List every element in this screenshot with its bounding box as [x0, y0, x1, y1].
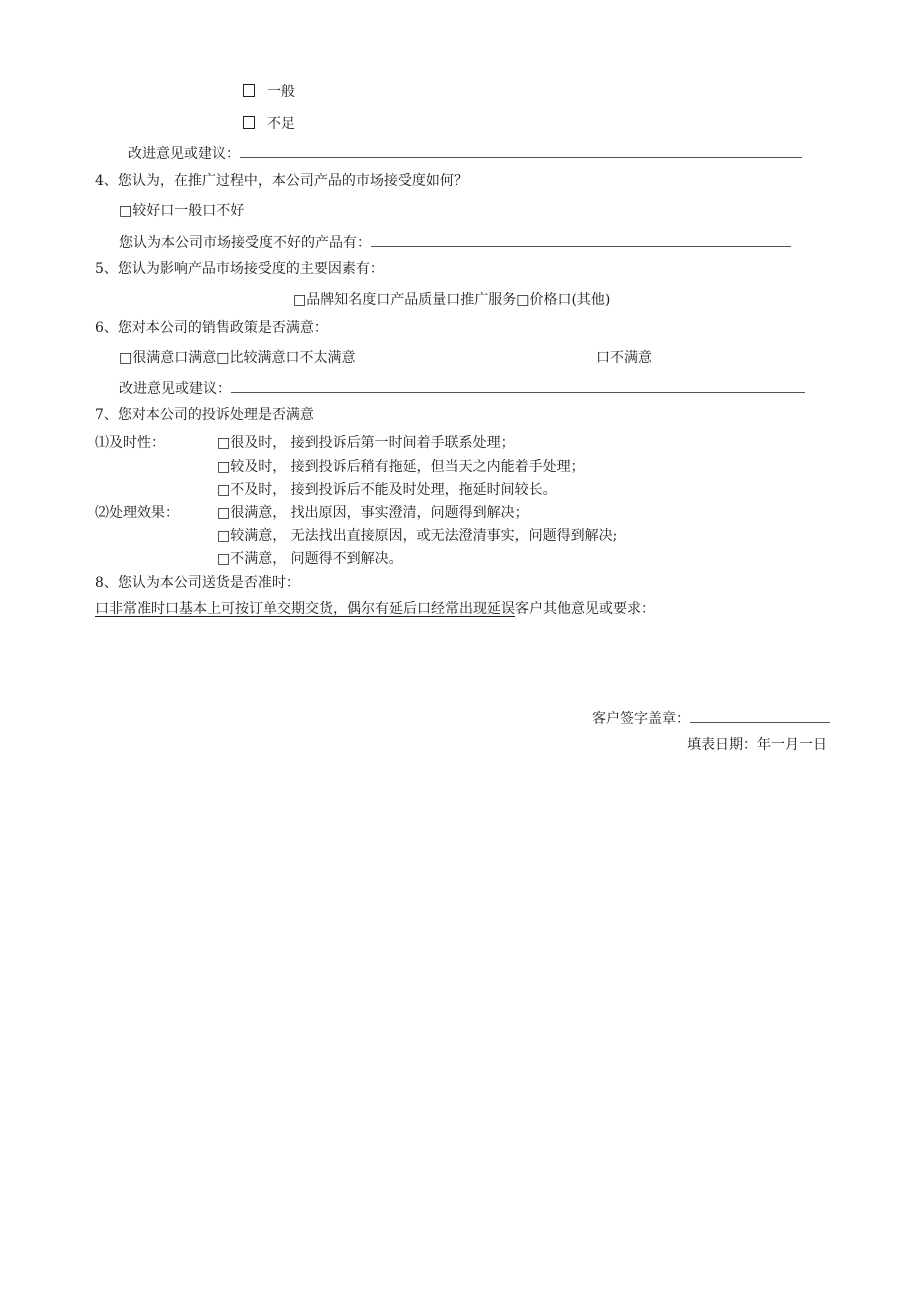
q4-question: 4、您认为，在推广过程中，本公司产品的市场接受度如何？ [95, 173, 468, 189]
signature-row [592, 708, 830, 728]
q3-suggestion-row [128, 143, 802, 163]
q7-effect-option-2[interactable]: □较满意， 无法找出直接原因，或无法澄清事实，问题得到解决; [217, 528, 618, 544]
q6-suggestion-field[interactable] [231, 378, 805, 393]
q8-question: 8、您认为本公司送货是否准时： [95, 575, 300, 591]
q3-option-fair[interactable]: 一般 [243, 83, 295, 101]
q4-followup-row [119, 232, 791, 252]
checkbox-icon[interactable] [243, 116, 255, 129]
q4-followup-field[interactable] [371, 232, 791, 247]
q4-options[interactable]: □较好口一般口不好 [119, 203, 245, 219]
q8-other-label: 客户其他意见或要求： [515, 601, 655, 617]
q5-question: 5、您认为影响产品市场接受度的主要因素有： [95, 261, 384, 277]
q6-options-left[interactable]: □很满意口满意□比较满意口不太满意 [119, 350, 356, 366]
q3-suggestion-label: 改进意见或建议： [128, 146, 240, 162]
signature-field[interactable] [690, 708, 830, 723]
q7-effect-option-3[interactable]: □不满意， 问题得不到解决。 [217, 551, 403, 567]
signature-label: 客户签字盖章： [592, 711, 690, 727]
q3-option-lacking[interactable]: 不足 [243, 115, 295, 133]
q5-options[interactable]: □品牌知名度口产品质量口推广服务□价格口(其他) [293, 292, 611, 308]
q7-effect-label: ⑵处理效果： [95, 505, 179, 521]
q8-options[interactable]: 口非常准时口基本上可按订单交期交货，偶尔有延后口经常出现延误 [95, 601, 515, 617]
q8-answer-row [95, 600, 655, 618]
q4-followup-label: 您认为本公司市场接受度不好的产品有： [119, 235, 371, 251]
q6-suggestion-row [119, 378, 805, 398]
q6-question: 6、您对本公司的销售政策是否满意： [95, 320, 328, 336]
q6-option-right[interactable]: 口不满意 [596, 350, 652, 366]
q7-timeliness-option-1[interactable]: □很及时， 接到投诉后第一时间着手联系处理； [217, 435, 515, 451]
date-label: 填表日期：年一月一日 [687, 737, 827, 753]
checkbox-icon[interactable] [243, 84, 255, 97]
q7-timeliness-label: ⑴及时性： [95, 435, 165, 451]
q7-effect-option-1[interactable]: □很满意， 找出原因，事实澄清，问题得到解决； [217, 505, 529, 521]
q7-question: 7、您对本公司的投诉处理是否满意 [95, 407, 314, 423]
q7-timeliness-option-3[interactable]: □不及时， 接到投诉后不能及时处理，拖延时间较长。 [217, 482, 557, 498]
q3-suggestion-field[interactable] [240, 143, 802, 158]
q7-timeliness-option-2[interactable]: □较及时， 接到投诉后稍有拖延，但当天之内能着手处理； [217, 459, 585, 475]
q6-suggestion-label: 改进意见或建议： [119, 381, 231, 397]
